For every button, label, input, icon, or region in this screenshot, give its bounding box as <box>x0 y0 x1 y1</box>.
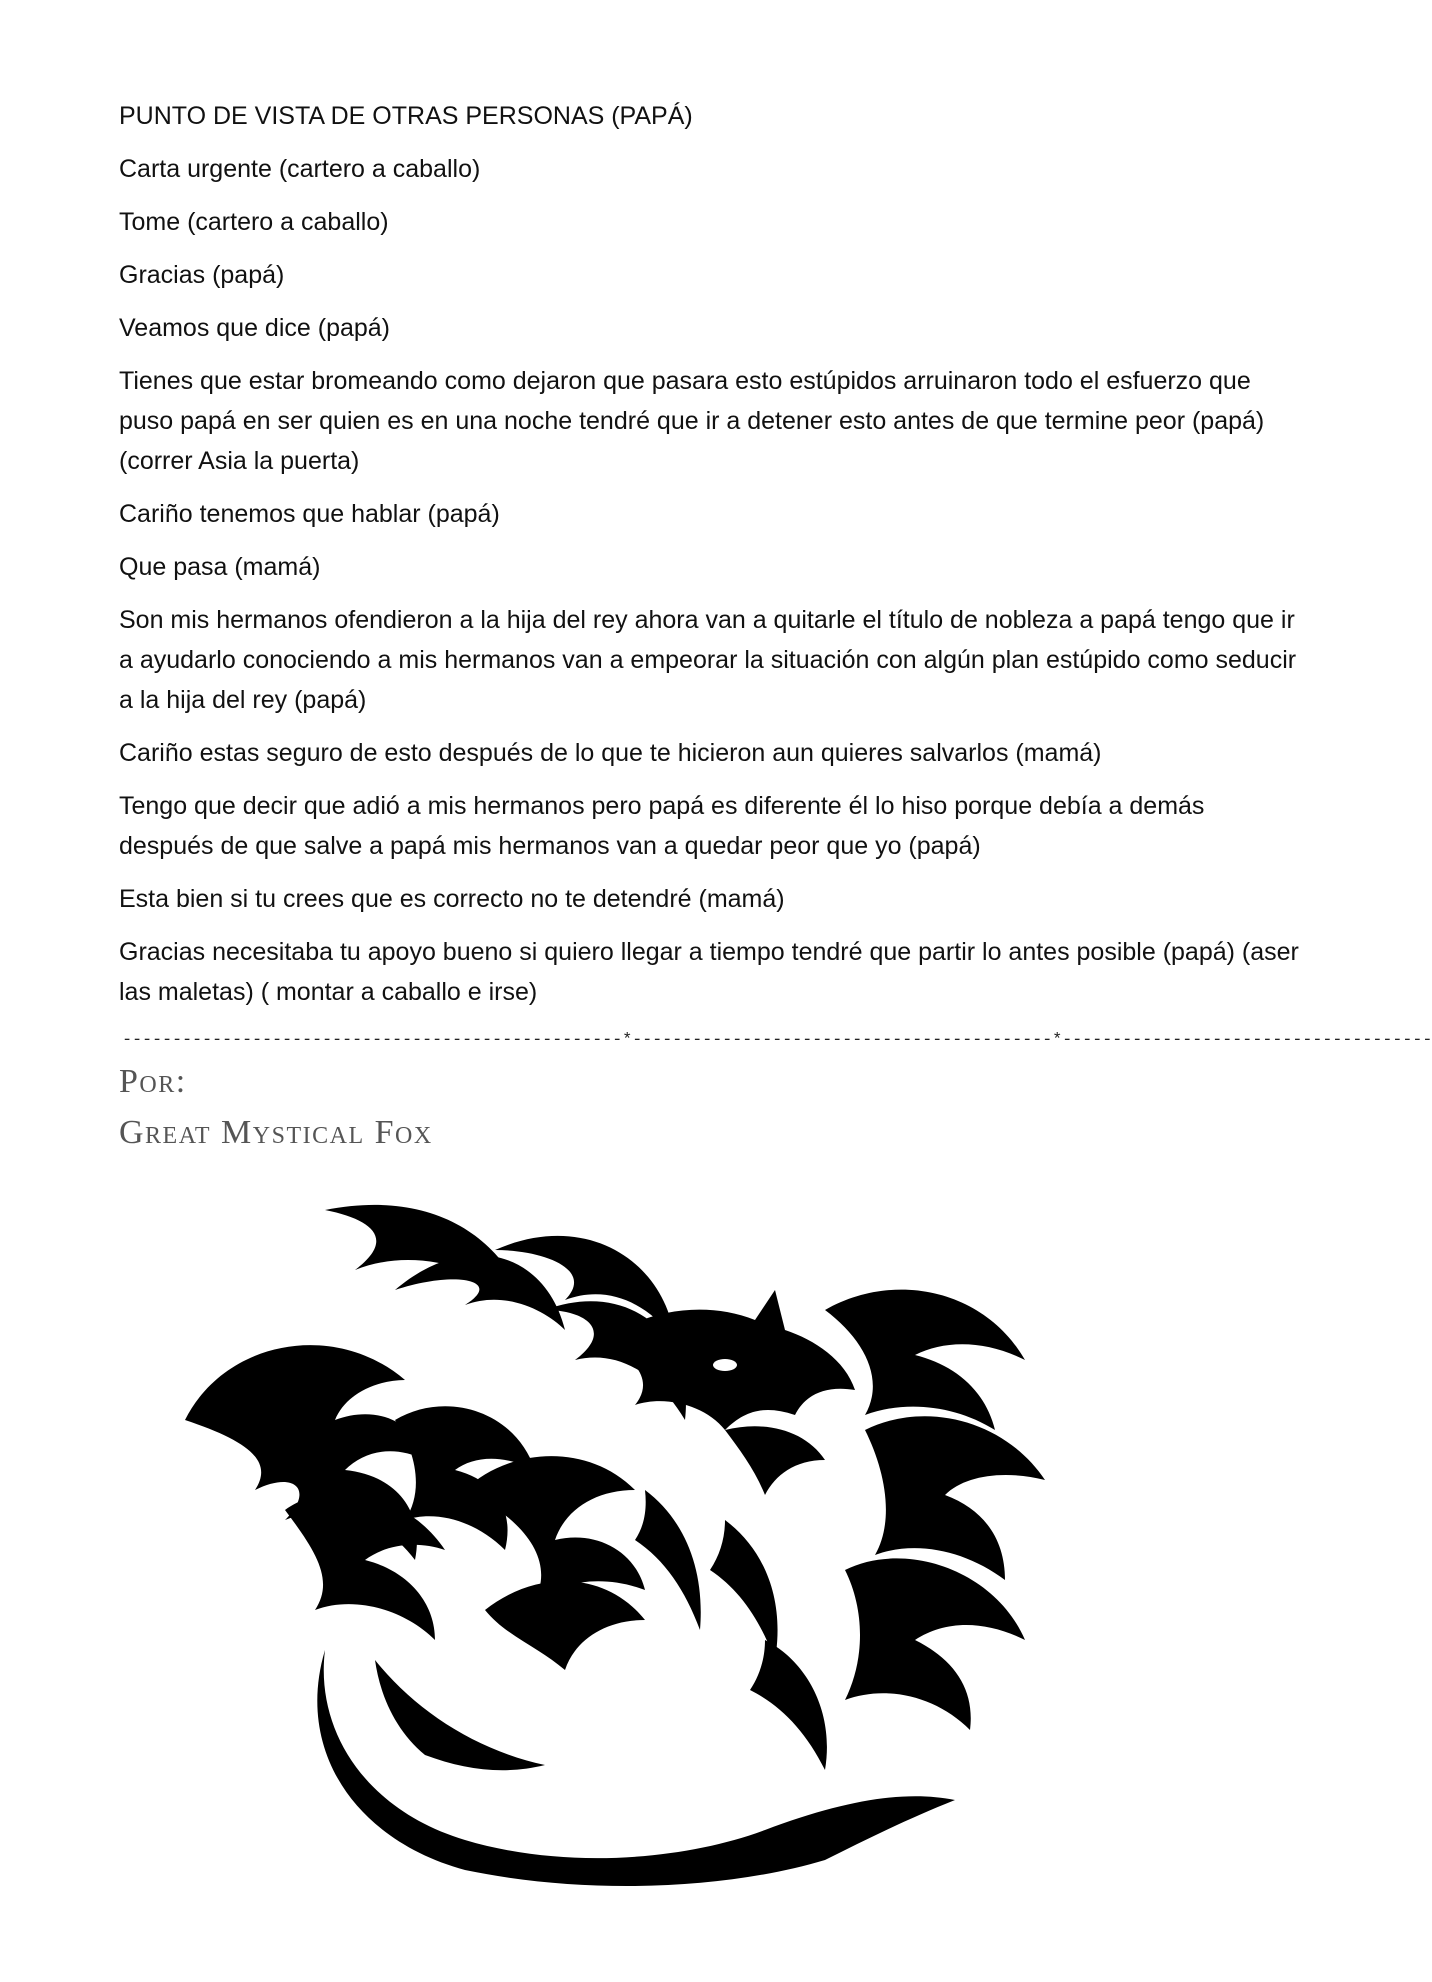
paragraph: Cariño estas seguro de esto después de lo que te hicieron aun quieres salvarlos (mamá) <box>119 739 1102 767</box>
fox-leg-shape <box>750 1640 827 1770</box>
paragraph: Tienes que estar bromeando como dejaron que pasara esto estúpidos arruinaron todo el esfuerzo que puso papá en ser quien es en una noche tendré que ir a detener esto antes de que termine peor (papá) (correr Asia la puerta) <box>119 367 1265 475</box>
paragraph: Que pasa (mamá) <box>119 553 321 581</box>
fox-tail-shape <box>825 1290 1025 1430</box>
fox-tail-shape <box>375 1660 545 1770</box>
nine-tailed-fox-illustration-icon <box>165 1190 1195 1870</box>
fox-eye-shape <box>713 1359 737 1371</box>
fox-body-shape <box>485 1581 645 1670</box>
fox-head-shape <box>725 1426 825 1495</box>
byline-author: Great Mystical Fox <box>119 1114 433 1151</box>
story-text <box>119 96 1304 1025</box>
byline-por: Por: <box>119 1063 187 1100</box>
fox-tail-shape <box>395 1255 565 1330</box>
paragraph: Cariño tenemos que hablar (papá) <box>119 500 500 528</box>
paragraph: Esta bien si tu crees que es correcto no te detendré (mamá) <box>119 885 785 913</box>
fox-leg-shape <box>635 1490 701 1630</box>
paragraph: Son mis hermanos ofendieron a la hija del rey ahora van a quitarle el título de nobleza a papá tengo que ir a ayudarlo conociendo a mis hermanos van a empeorar la situación con algún plan estúpido como seducir a la hija del rey (papá) <box>119 606 1297 714</box>
fox-leg-shape <box>710 1520 778 1660</box>
fox-tail-shape <box>865 1416 1045 1580</box>
paragraph-title: PUNTO DE VISTA DE OTRAS PERSONAS (PAPÁ) <box>119 102 693 130</box>
paragraph: Tome (cartero a caballo) <box>119 208 389 236</box>
paragraph: Veamos que dice (papá) <box>119 314 391 342</box>
fox-tail-shape <box>845 1558 1025 1730</box>
paragraph: Gracias (papá) <box>119 261 285 289</box>
paragraph: Gracias necesitaba tu apoyo bueno si quiero llegar a tiempo tendré que partir lo antes posible (papá) (aser las maletas) ( montar a caballo e irse) <box>119 938 1299 1006</box>
paragraph: Tengo que decir que adió a mis hermanos pero papá es diferente él lo hiso porque debía a demás después de que salve a papá mis hermanos van a quedar peor que yo (papá) <box>119 792 1205 860</box>
paragraph: Carta urgente (cartero a caballo) <box>119 155 481 183</box>
section-separator: --------------------------------------------------*------------------------------------------*------------------------------------- <box>122 1031 1432 1050</box>
